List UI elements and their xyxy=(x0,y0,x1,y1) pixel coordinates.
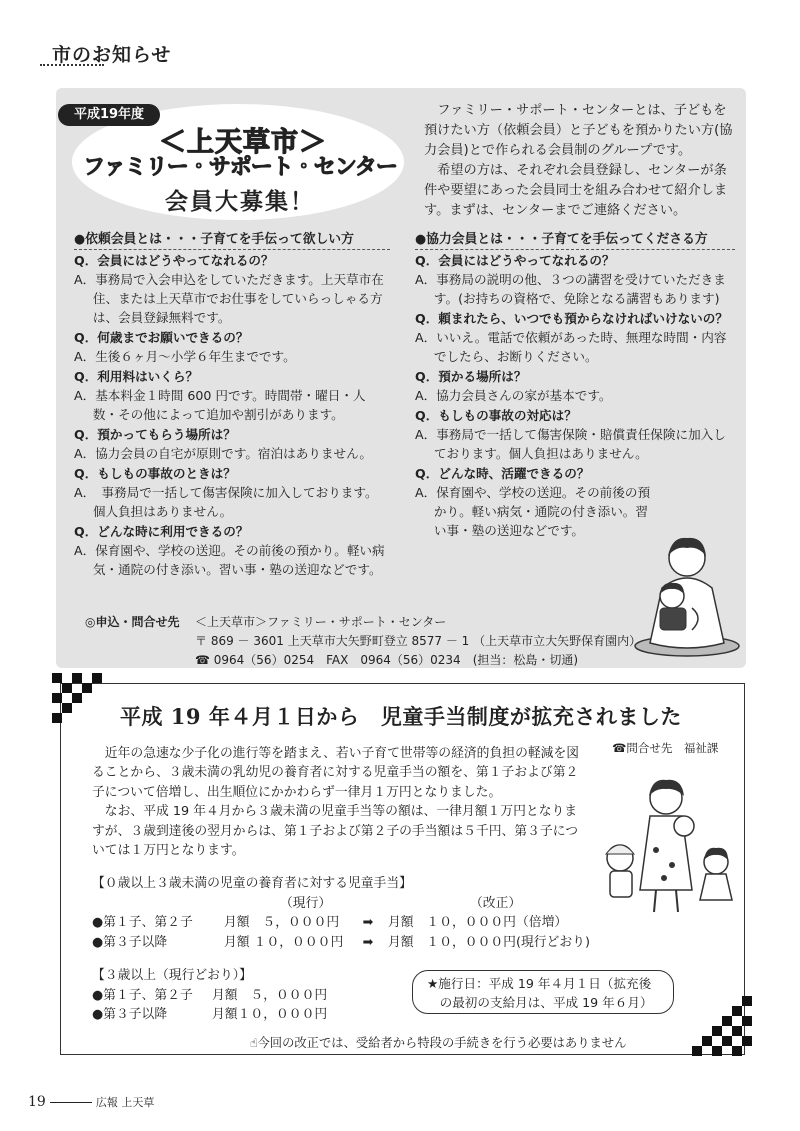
title-underline xyxy=(40,64,104,66)
intro-paragraph: 希望の方は、それぞれ会員登録し、センターが条件や要望にあった会員同士を組み合わせて紹介します。まずは、センターまでご連絡ください。 xyxy=(424,163,728,218)
answer: A．保育園や、学校の送迎。その前後の預かり。軽い病気・通院の付き添い。習い事・塾の送迎などです。 xyxy=(415,485,651,538)
cooperating-member-column xyxy=(415,230,735,540)
contact-phone: ☎ 0964（56）0254 FAX 0964（56）0234 (担当：松島・切通) xyxy=(195,653,579,667)
answer: A．保育園や、学校の送迎。その前後の預かり。軽い病気・通院の付き添い。習い事・塾の送迎などです。 xyxy=(74,543,385,577)
question: Q．会員にはどうやってなれるの？ xyxy=(74,253,274,268)
allowance-table-under3 xyxy=(92,874,612,952)
fss-contact xyxy=(85,613,725,670)
checker-decoration-bottom-right xyxy=(692,996,752,1056)
cooperating-member-heading: ●協力会員とは・・・子育てを手伝ってくださる方 xyxy=(415,230,735,250)
fss-title-recruit: 会員大募集！ xyxy=(165,189,315,215)
fss-title-city: ＜上天草市＞ xyxy=(159,127,327,158)
answer: A．事務局の説明の他、３つの講習を受けていただきます。(お持ちの資格で、免除となる講習もあります) xyxy=(415,272,726,306)
allowance-table-over3 xyxy=(92,966,327,1025)
answer: A．基本料金１時間 600 円です。時間帯・曜日・人数・その他によって追加や割引があります。 xyxy=(74,388,366,422)
row-value: 月額１０，０００円 xyxy=(212,1007,328,1022)
answer: A．協力会員の自宅が原則です。宿泊はありません。 xyxy=(74,446,373,461)
table-heading: 【０歳以上３歳未満の児童の養育者に対する児童手当】 xyxy=(92,876,412,891)
family-illustration xyxy=(594,770,744,920)
allowance-contact: ☎問合せ先 福祉課 xyxy=(612,741,719,755)
row-current: 月額 ５，０００円 xyxy=(224,915,340,930)
row-label: ●第１子、第２子 xyxy=(92,987,193,1003)
row-current: 月額 １０，０００円 xyxy=(224,934,344,950)
body-paragraph: なお、平成 19 年４月から３歳未満の児童手当等の額は、一律月額１万円となりますが、３歳到達後の翌月からは、第１子および第２子の手当額は５千円、第３子については１万円となります。 xyxy=(92,804,579,859)
page-footer xyxy=(28,1094,154,1110)
allowance-body xyxy=(92,744,582,860)
table-row xyxy=(92,1005,327,1025)
arrow-icon: ➡ xyxy=(362,934,374,950)
contact-label: ◎申込・問合せ先 xyxy=(85,615,180,629)
answer: A．事務局で一括して傷害保険・賠償責任保険に加入しております。個人負担はありません。 xyxy=(415,427,726,461)
allowance-title: 平成 19 年４月１日から 児童手当制度が拡充されました xyxy=(120,704,682,729)
contact-address: 〒 869 － 3601 上天草市大矢野町登立 8577 － 1 （上天草市立大矢野保育園内） xyxy=(195,634,642,648)
question: Q．預かってもらう場所は？ xyxy=(74,427,236,442)
notice-line: ★施行日：平成 19 年４月１日（拡充後 xyxy=(427,976,652,991)
requesting-member-heading: ●依頼会員とは・・・子育てを手伝って欲しい方 xyxy=(74,230,390,250)
body-paragraph: 近年の急速な少子化の進行等を踏まえ、若い子育て世帯等の経済的負担の軽減を図ることから、３歳未満の乳幼児の養育者に対する児童手当の額を、第１子および第２子について倍増し、出生順位にかかわらず一律月１万円となりました。 xyxy=(92,746,580,800)
publication-name: 広報 上天草 xyxy=(95,1096,155,1109)
answer: A．協力会員さんの家が基本です。 xyxy=(415,388,612,403)
table-row xyxy=(92,986,327,1006)
page-number: 19 xyxy=(28,1094,46,1110)
question: Q．会員にはどうやってなれるの？ xyxy=(415,253,615,268)
row-label: ●第３子以降 xyxy=(92,1007,168,1022)
row-label: ●第３子以降 xyxy=(92,934,168,950)
procedure-footnote: ☝今回の改正では、受給者から特段の手続きを行う必要はありません xyxy=(250,1036,627,1050)
section-title: 市のお知らせ xyxy=(52,44,172,66)
question: Q．何歳までお願いできるの？ xyxy=(74,330,249,345)
column-revised: （改正） xyxy=(470,895,522,911)
intro-paragraph: ファミリー・サポート・センターとは、子どもを預けたい方（依頼会員）と子どもを預かりたい方(協力会員)とで作られる会員制のグループです。 xyxy=(424,103,733,158)
row-revised: 月額 １０，０００円(現行どおり) xyxy=(388,934,590,950)
fss-title-center: ファミリー・サポート・センター xyxy=(83,155,397,180)
question: Q．もしもの事故のときは？ xyxy=(74,466,236,481)
checker-decoration-top-left xyxy=(52,673,116,737)
requesting-member-column xyxy=(74,230,390,579)
answer: A．いいえ。電話で依頼があった時、無理な時間・内容でしたら、お断りください。 xyxy=(415,330,727,364)
row-value: 月額 ５，０００円 xyxy=(212,987,328,1003)
row-revised: 月額 １０，０００円（倍増） xyxy=(388,915,568,930)
table-row xyxy=(92,913,612,933)
table-row xyxy=(92,933,612,953)
row-label: ●第１子、第２子 xyxy=(92,915,193,930)
column-current: （現行） xyxy=(280,895,332,911)
footer-rule xyxy=(50,1102,92,1103)
question: Q．どんな時に利用できるの？ xyxy=(74,524,249,539)
table-heading: 【３歳以上（現行どおり）】 xyxy=(92,968,252,983)
answer: A． 事務局で一括して傷害保険に加入しております。個人負担はありません。 xyxy=(74,485,378,519)
question: Q．どんな時、活躍できるの？ xyxy=(415,466,590,481)
question: Q．もしもの事故の対応は？ xyxy=(415,408,577,423)
answer: A．生後６ヶ月～小学６年生までです。 xyxy=(74,349,296,364)
fss-intro xyxy=(424,101,734,221)
year-badge: 平成19年度 xyxy=(58,104,160,126)
question: Q．預かる場所は？ xyxy=(415,369,527,384)
notice-line: の最初の支給月は、平成 19 年６月） xyxy=(439,995,653,1010)
question: Q．利用料はいくら？ xyxy=(74,369,199,384)
arrow-icon: ➡ xyxy=(362,915,374,930)
answer: A．事務局で入会申込をしていただきます。上天草市在住、または上天草市でお仕事をしていらっしゃる方は、会員登録無料です。 xyxy=(74,272,384,325)
contact-organization: ＜上天草市＞ファミリー・サポート・センター xyxy=(195,615,447,629)
effective-date-notice xyxy=(412,970,674,1014)
question: Q．頼まれたら、いつでも預からなければいけないの？ xyxy=(415,311,728,326)
